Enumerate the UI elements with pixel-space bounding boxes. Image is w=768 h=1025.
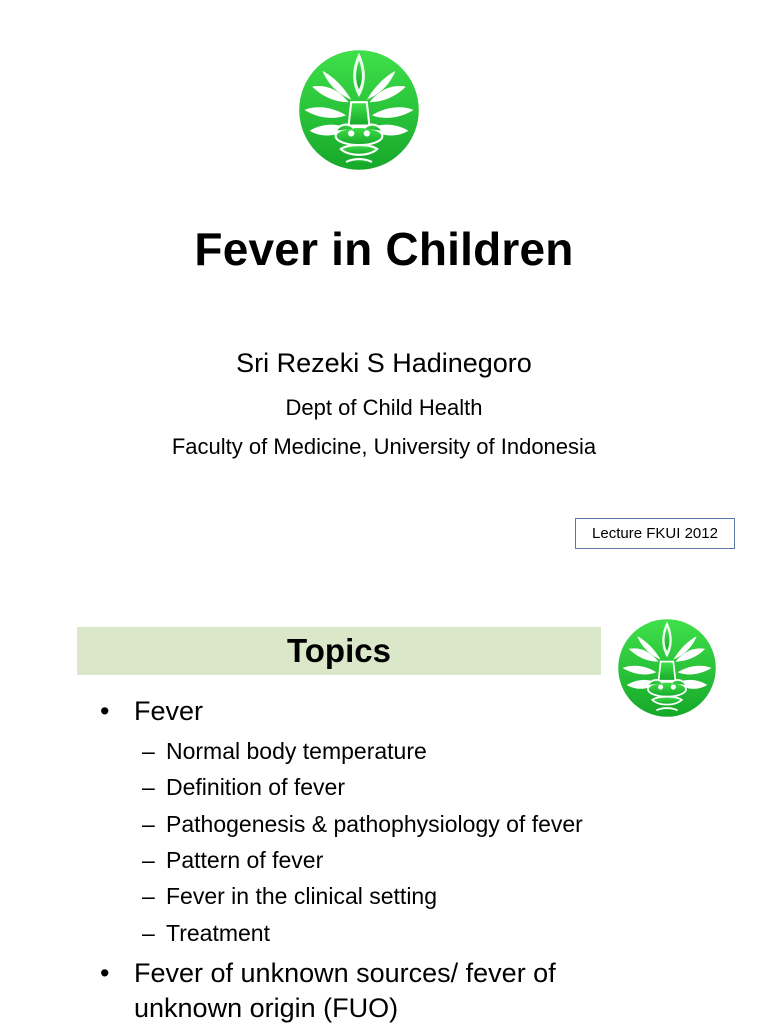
dash-icon: – <box>142 920 155 946</box>
sub-list-item-label: Pattern of fever <box>166 847 324 873</box>
university-of-indonesia-logo-icon <box>614 615 720 721</box>
sub-list-item-label: Normal body temperature <box>166 738 427 764</box>
lecture-label-box: Lecture FKUI 2012 <box>575 518 735 549</box>
list-item-label: Fever of unknown sources/ fever of <box>134 958 556 988</box>
university-logo <box>294 45 424 175</box>
author-name: Sri Rezeki S Hadinegoro <box>236 348 532 378</box>
department-name: Dept of Child Health <box>285 395 483 420</box>
university-logo <box>614 615 720 721</box>
university-of-indonesia-logo-icon <box>294 45 424 175</box>
dash-icon: – <box>142 883 155 909</box>
dash-icon: – <box>142 774 155 800</box>
sub-list-item-label: Pathogenesis & pathophysiology of fever <box>166 811 583 837</box>
dash-icon: – <box>142 847 155 873</box>
sub-list-item-label: Definition of fever <box>166 774 345 800</box>
list-item-label: Fever <box>134 696 204 726</box>
dash-icon: – <box>142 738 155 764</box>
slide-title: Fever in Children <box>194 223 574 275</box>
sub-list-item-label: Fever in the clinical setting <box>166 883 438 909</box>
topics-heading: Topics <box>287 632 391 669</box>
list-item-label: unknown origin (FUO) <box>134 993 399 1023</box>
bullet-icon: • <box>100 696 110 726</box>
dash-icon: – <box>142 811 155 837</box>
sub-list-item-label: Treatment <box>166 920 270 946</box>
bullet-icon: • <box>100 958 110 988</box>
faculty-name: Faculty of Medicine, University of Indonesia <box>171 434 597 459</box>
topics-slide <box>0 590 768 1024</box>
